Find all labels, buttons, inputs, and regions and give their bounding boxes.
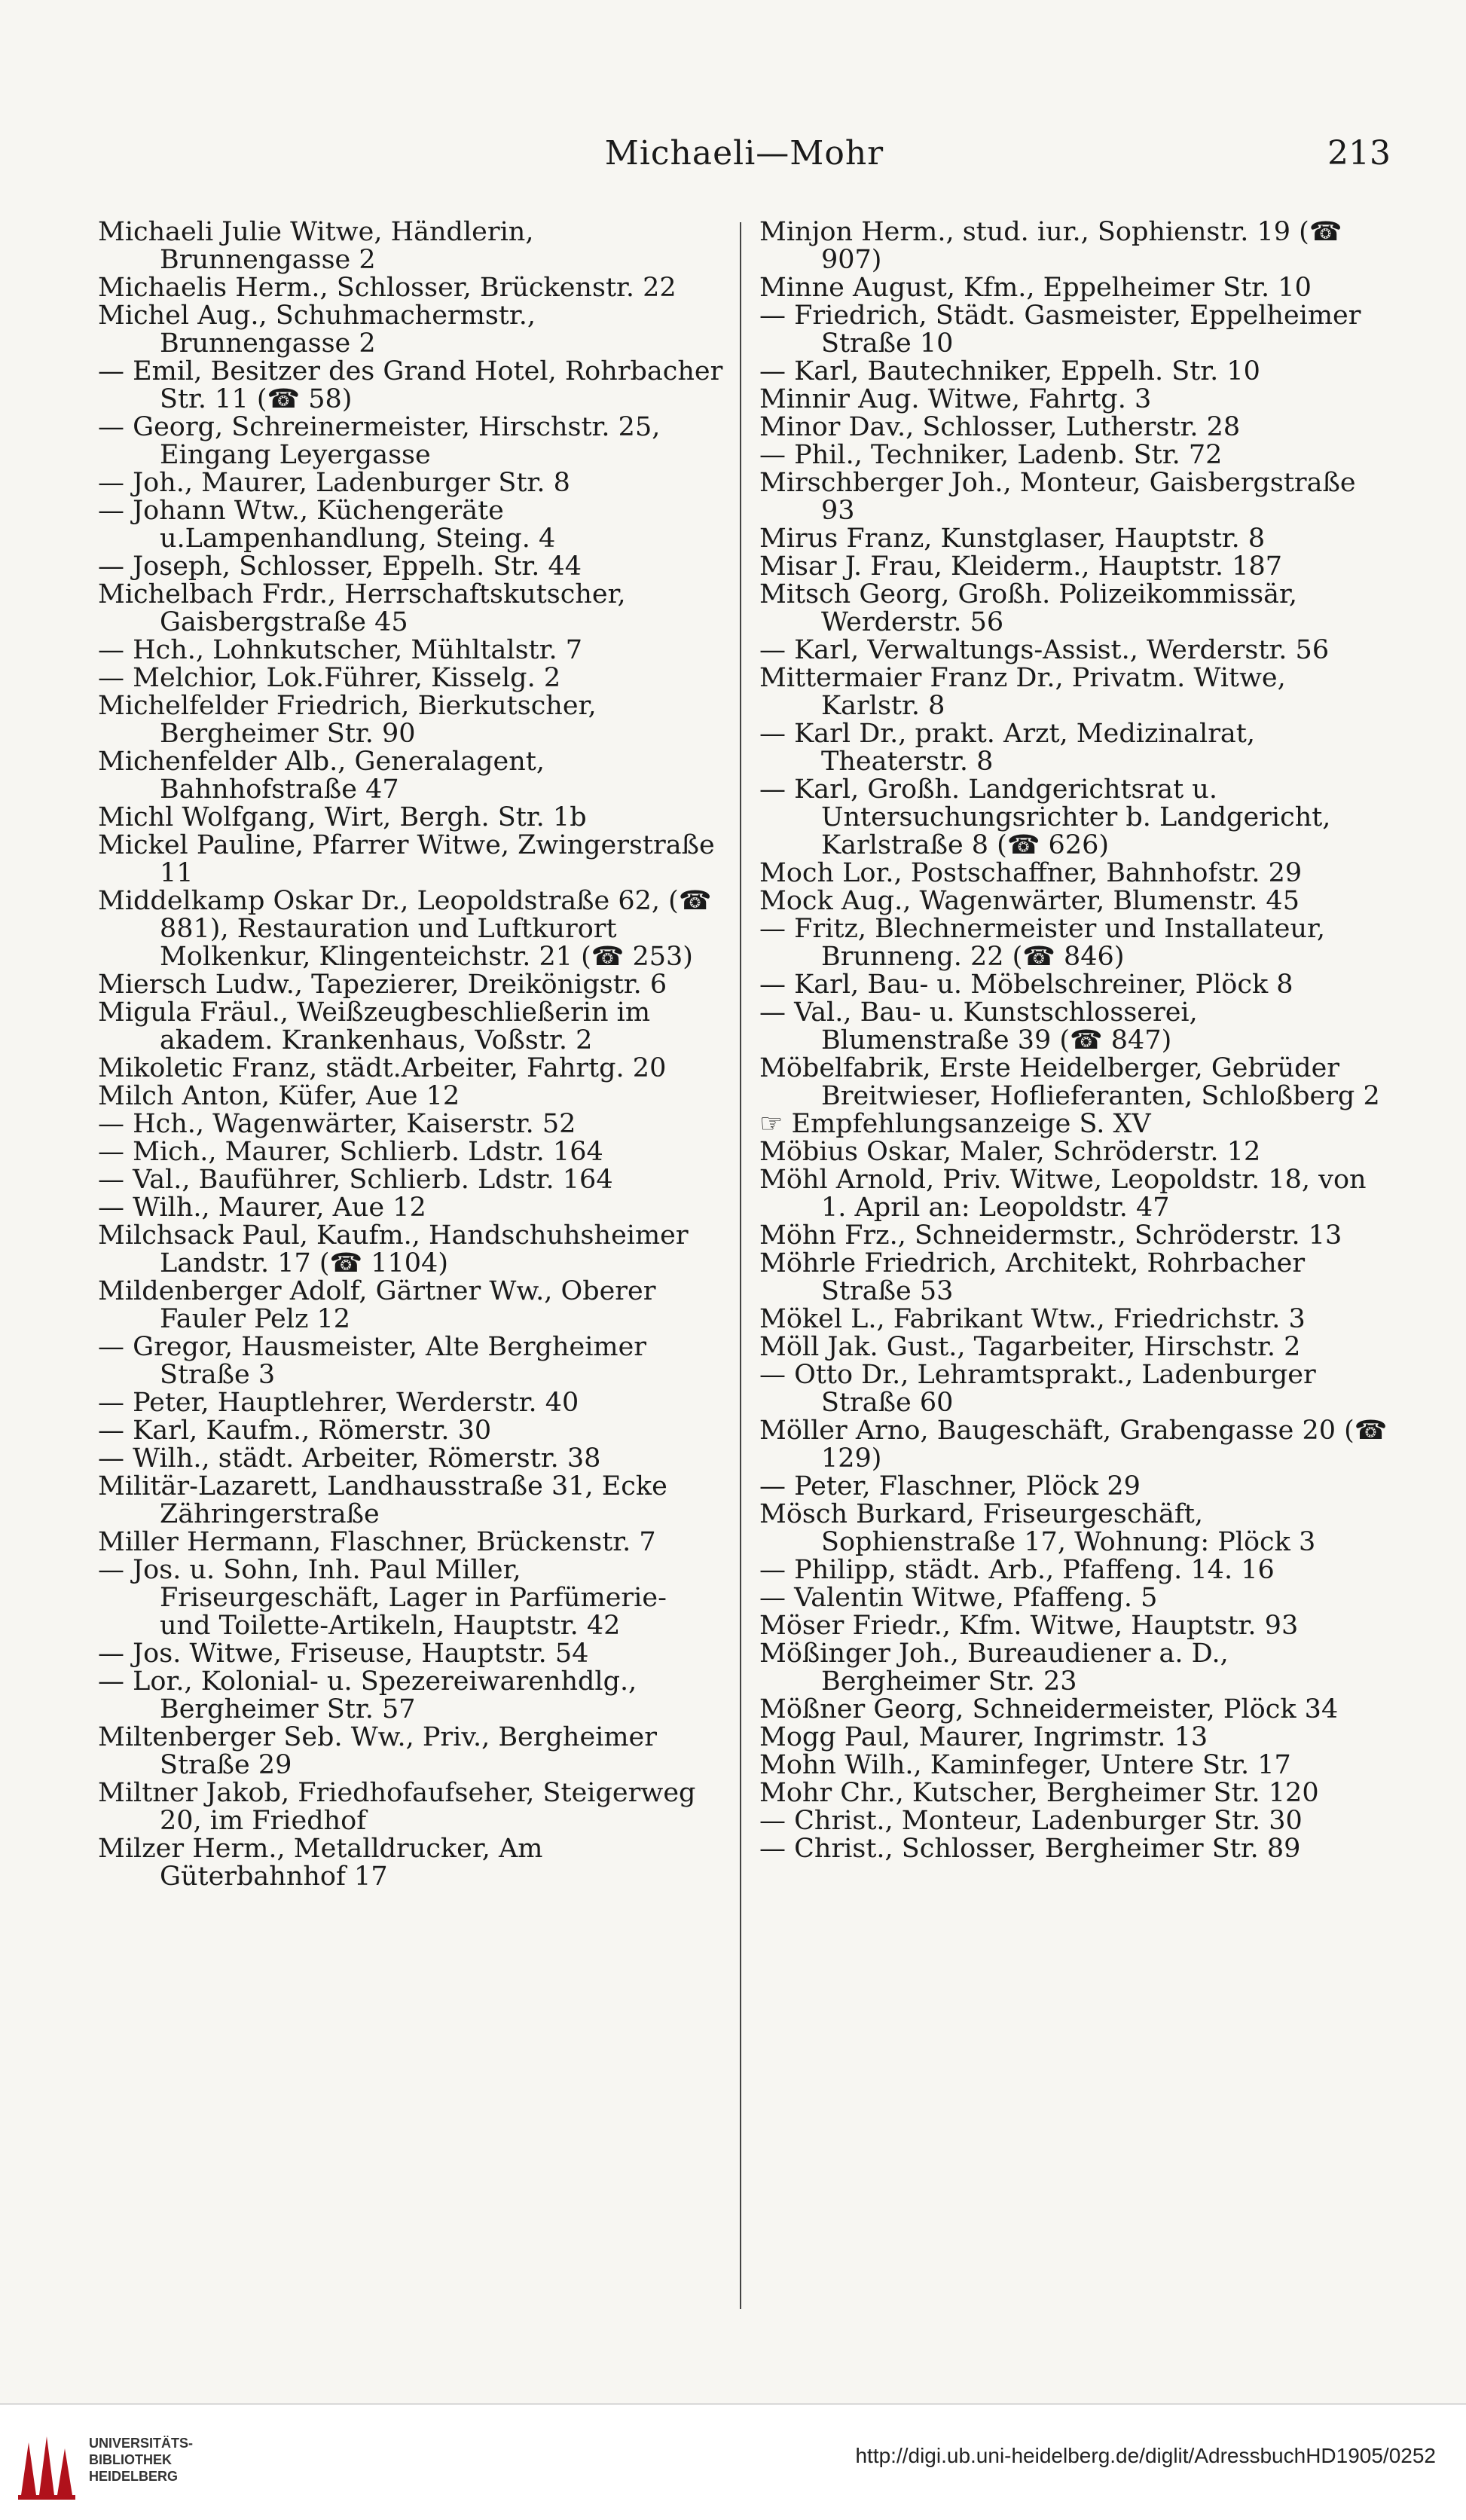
directory-entry: — Wilh., städt. Arbeiter, Römerstr. 38 bbox=[98, 1443, 601, 1474]
directory-entry: — Hch., Lohnkutscher, Mühltalstr. 7 bbox=[98, 635, 583, 665]
directory-entry: — Christ., Schlosser, Bergheimer Str. 89 bbox=[759, 1834, 1301, 1864]
directory-entry: — Jos. u. Sohn, Inh. Paul Miller, Friseurgeschäft, Lager in Parfümerie- und Toilette-Artikeln, Hauptstr. 42 bbox=[98, 1555, 667, 1641]
directory-entry: Michelbach Frdr., Herrschaftskutscher, Gaisbergstraße 45 bbox=[98, 579, 626, 637]
directory-entry: Minjon Herm., stud. iur., Sophienstr. 19 (☎ 907) bbox=[759, 218, 1342, 275]
library-name-line: UNIVERSITÄTS- bbox=[89, 2436, 194, 2451]
directory-entry: — Val., Bau- u. Kunstschlosserei, Blumenstraße 39 (☎ 847) bbox=[759, 997, 1198, 1055]
directory-entry: Möbius Oskar, Maler, Schröderstr. 12 bbox=[759, 1137, 1261, 1167]
directory-entry: Möhrle Friedrich, Architekt, Rohrbacher Straße 53 bbox=[759, 1248, 1306, 1306]
directory-entry: Militär-Lazarett, Landhausstraße 31, Ecke Zähringerstraße bbox=[98, 1471, 667, 1529]
directory-entry: — Val., Bauführer, Schlierb. Ldstr. 164 bbox=[98, 1165, 613, 1195]
directory-entry: — Friedrich, Städt. Gasmeister, Eppelheimer Straße 10 bbox=[759, 301, 1361, 359]
directory-entry: Michenfelder Alb., Generalagent, Bahnhofstraße 47 bbox=[98, 747, 545, 805]
directory-entry: Michaeli Julie Witwe, Händlerin, Brunnengasse 2 bbox=[98, 218, 534, 275]
directory-entry: Miltner Jakob, Friedhofaufseher, Steigerweg 20, im Friedhof bbox=[98, 1778, 696, 1836]
left-column bbox=[98, 218, 723, 2313]
directory-entry: Mildenberger Adolf, Gärtner Ww., Oberer Fauler Pelz 12 bbox=[98, 1276, 656, 1334]
directory-entry: — Wilh., Maurer, Aue 12 bbox=[98, 1193, 426, 1223]
directory-entry: — Mich., Maurer, Schlierb. Ldstr. 164 bbox=[98, 1137, 603, 1167]
directory-entry: — Joseph, Schlosser, Eppelh. Str. 44 bbox=[98, 551, 582, 582]
directory-entry: Mittermaier Franz Dr., Privatm. Witwe, Karlstr. 8 bbox=[759, 663, 1286, 721]
directory-entry: Mickel Pauline, Pfarrer Witwe, Zwingerstraße 11 bbox=[98, 830, 715, 888]
directory-entry: Möller Arno, Baugeschäft, Grabengasse 20 (☎ 129) bbox=[759, 1416, 1388, 1474]
page-number: 213 bbox=[1327, 134, 1391, 173]
directory-entry: Miersch Ludw., Tapezierer, Dreikönigstr. 6 bbox=[98, 970, 667, 1000]
directory-entry: — Karl Dr., prakt. Arzt, Medizinalrat, Theaterstr. 8 bbox=[759, 719, 1255, 777]
directory-entry: Mock Aug., Wagenwärter, Blumenstr. 45 bbox=[759, 886, 1300, 916]
directory-entry: — Karl, Verwaltungs-Assist., Werderstr. 56 bbox=[759, 635, 1330, 665]
directory-entry: Moch Lor., Postschaffner, Bahnhofstr. 29 bbox=[759, 858, 1303, 888]
directory-entry: — Lor., Kolonial- u. Spezereiwarenhdlg., Bergheimer Str. 57 bbox=[98, 1666, 637, 1724]
source-url-link[interactable]: http://digi.ub.uni-heidelberg.de/diglit/AdressbuchHD1905/0252 bbox=[855, 2444, 1436, 2467]
directory-entry: — Peter, Flaschner, Plöck 29 bbox=[759, 1471, 1141, 1501]
library-name-line: BIBLIOTHEK bbox=[89, 2452, 172, 2467]
directory-entry: Möbelfabrik, Erste Heidelberger, Gebrüder Breitwieser, Hoflieferanten, Schloßberg 2 bbox=[759, 1053, 1380, 1111]
directory-entry: Mößner Georg, Schneidermeister, Plöck 34 bbox=[759, 1694, 1339, 1724]
directory-entry: Mohn Wilh., Kaminfeger, Untere Str. 17 bbox=[759, 1750, 1291, 1780]
directory-entry: Mohr Chr., Kutscher, Bergheimer Str. 120 bbox=[759, 1778, 1319, 1808]
directory-entry: Mirus Franz, Kunstglaser, Hauptstr. 8 bbox=[759, 524, 1266, 554]
directory-entry: — Valentin Witwe, Pfaffeng. 5 bbox=[759, 1583, 1158, 1613]
directory-entry: — Philipp, städt. Arb., Pfaffeng. 14. 16 bbox=[759, 1555, 1275, 1585]
directory-entry: — Christ., Monteur, Ladenburger Str. 30 bbox=[759, 1806, 1303, 1836]
directory-entry: — Karl, Bau- u. Möbelschreiner, Plöck 8 bbox=[759, 970, 1293, 1000]
right-column bbox=[759, 218, 1391, 2313]
directory-entry: Möser Friedr., Kfm. Witwe, Hauptstr. 93 bbox=[759, 1611, 1299, 1641]
directory-entry: — Otto Dr., Lehramtsprakt., Ladenburger Straße 60 bbox=[759, 1360, 1316, 1418]
library-name bbox=[89, 2435, 193, 2485]
directory-entry: Mösch Burkard, Friseurgeschäft, Sophienstraße 17, Wohnung: Plöck 3 bbox=[759, 1499, 1316, 1557]
directory-entry: — Peter, Hauptlehrer, Werderstr. 40 bbox=[98, 1388, 579, 1418]
directory-entry: Minne August, Kfm., Eppelheimer Str. 10 bbox=[759, 273, 1312, 303]
directory-entry: — Karl, Bautechniker, Eppelh. Str. 10 bbox=[759, 356, 1260, 386]
directory-entry: — Georg, Schreinermeister, Hirschstr. 25, Eingang Leyergasse bbox=[98, 412, 661, 470]
directory-entry: Migula Fräul., Weißzeugbeschließerin im akadem. Krankenhaus, Voßstr. 2 bbox=[98, 997, 651, 1055]
directory-entry: — Melchior, Lok.Führer, Kisselg. 2 bbox=[98, 663, 561, 693]
footer-bar bbox=[0, 2403, 1466, 2520]
directory-entry: Misar J. Frau, Kleiderm., Hauptstr. 187 bbox=[759, 551, 1282, 582]
library-name-line: HEIDELBERG bbox=[89, 2469, 179, 2484]
directory-entry: Michel Aug., Schuhmachermstr., Brunnengasse 2 bbox=[98, 301, 536, 359]
directory-entry: Miller Hermann, Flaschner, Brückenstr. 7 bbox=[98, 1527, 656, 1557]
directory-entry: — Joh., Maurer, Ladenburger Str. 8 bbox=[98, 468, 570, 498]
university-library-logo-icon bbox=[14, 2427, 83, 2503]
directory-entry: Michl Wolfgang, Wirt, Bergh. Str. 1b bbox=[98, 802, 587, 832]
page-header bbox=[98, 134, 1391, 179]
directory-entry: — Phil., Techniker, Ladenb. Str. 72 bbox=[759, 440, 1223, 470]
directory-entry: — Gregor, Hausmeister, Alte Bergheimer Straße 3 bbox=[98, 1332, 647, 1390]
directory-entry: Michelfelder Friedrich, Bierkutscher, Bergheimer Str. 90 bbox=[98, 691, 597, 749]
directory-entry: — Fritz, Blechnermeister und Installateur, Brunneng. 22 (☎ 846) bbox=[759, 914, 1325, 972]
directory-entry: Mitsch Georg, Großh. Polizeikommissär, Werderstr. 56 bbox=[759, 579, 1297, 637]
directory-entry: Middelkamp Oskar Dr., Leopoldstraße 62, (☎ 881), Restauration und Luftkurort Molkenkur, Klingenteichstr. 21 (☎ 253) bbox=[98, 886, 712, 972]
directory-entry: — Emil, Besitzer des Grand Hotel, Rohrbacher Str. 11 (☎ 58) bbox=[98, 356, 723, 414]
directory-entry: Minnir Aug. Witwe, Fahrtg. 3 bbox=[759, 384, 1152, 414]
directory-entry: Mirschberger Joh., Monteur, Gaisbergstraße 93 bbox=[759, 468, 1356, 526]
directory-entry: Mößinger Joh., Bureaudiener a. D., Bergheimer Str. 23 bbox=[759, 1639, 1229, 1697]
directory-entry: — Karl, Kaufm., Römerstr. 30 bbox=[98, 1416, 492, 1446]
directory-entry: Milzer Herm., Metalldrucker, Am Güterbahnhof 17 bbox=[98, 1834, 543, 1892]
directory-entry: — Karl, Großh. Landgerichtsrat u. Untersuchungsrichter b. Landgericht, Karlstraße 8 (☎ 626) bbox=[759, 774, 1331, 860]
column-divider bbox=[740, 222, 741, 2309]
directory-entry: Möll Jak. Gust., Tagarbeiter, Hirschstr. 2 bbox=[759, 1332, 1301, 1362]
directory-entry: Milch Anton, Küfer, Aue 12 bbox=[98, 1081, 460, 1111]
directory-entry: Michaelis Herm., Schlosser, Brückenstr. 22 bbox=[98, 273, 676, 303]
directory-entry: — Hch., Wagenwärter, Kaiserstr. 52 bbox=[98, 1109, 576, 1139]
directory-entry: — Jos. Witwe, Friseuse, Hauptstr. 54 bbox=[98, 1639, 589, 1669]
directory-entry: Minor Dav., Schlosser, Lutherstr. 28 bbox=[759, 412, 1241, 442]
directory-entry: Mikoletic Franz, städt.Arbeiter, Fahrtg. 20 bbox=[98, 1053, 667, 1083]
directory-entry: ☞ Empfehlungsanzeige S. XV bbox=[759, 1109, 1151, 1139]
directory-entry: Milchsack Paul, Kaufm., Handschuhsheimer Landstr. 17 (☎ 1104) bbox=[98, 1220, 689, 1278]
directory-entry: Möhl Arnold, Priv. Witwe, Leopoldstr. 18, von 1. April an: Leopoldstr. 47 bbox=[759, 1165, 1367, 1223]
directory-entry: Mogg Paul, Maurer, Ingrimstr. 13 bbox=[759, 1722, 1208, 1752]
page-title: Michaeli—Mohr bbox=[604, 134, 884, 173]
directory-entry: — Johann Wtw., Küchengeräte u.Lampenhandlung, Steing. 4 bbox=[98, 496, 556, 554]
directory-entry: Mökel L., Fabrikant Wtw., Friedrichstr. 3 bbox=[759, 1304, 1306, 1334]
directory-entry: Möhn Frz., Schneidermstr., Schröderstr. 13 bbox=[759, 1220, 1342, 1251]
directory-entry: Miltenberger Seb. Ww., Priv., Bergheimer Straße 29 bbox=[98, 1722, 657, 1780]
